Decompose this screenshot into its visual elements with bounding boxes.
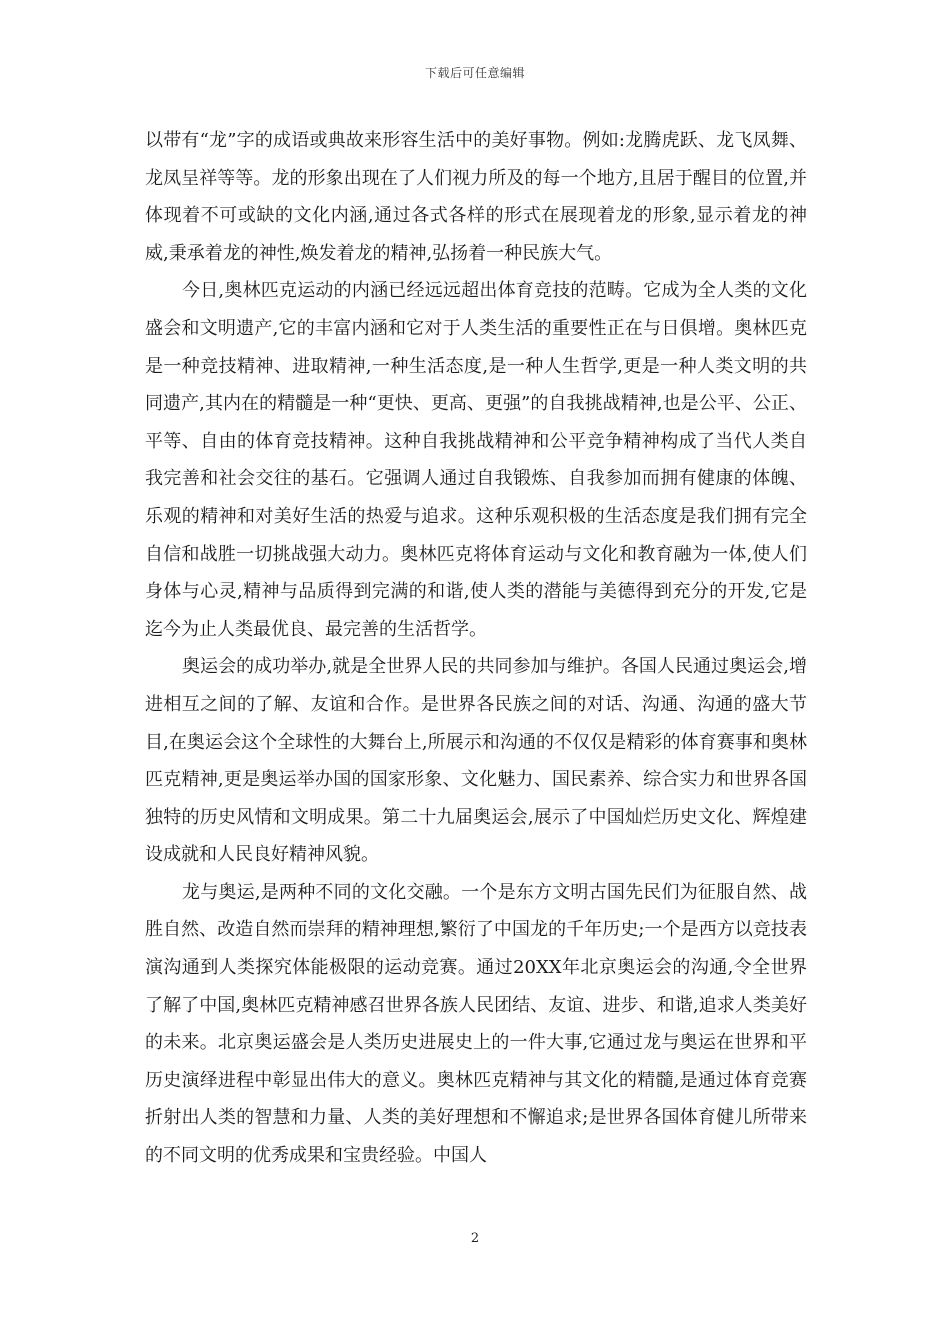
paragraph-dragon-and-olympics: 龙与奥运,是两种不同的文化交融。一个是东方文明古国先民们为征服自然、战胜自然、改造自然而崇拜的精神理想,繁衍了中国龙的千年历史;一个是西方以竞技表演沟通到人类探究体能极限的运动竞赛。通过20XX年北京奥运会的沟通,令全世界了解了中国,奥林匹克精神感召世界各族人民团结、友谊、进步、和谐,追求人类美好的未来。北京奥运盛会是人类历史进展史上的一件大事,它通过龙与奥运在世界和平历史演绎进程中彰显出伟大的意义。奥林匹克精神与其文化的精髓,是通过体育竞赛折射出人类的智慧和力量、人类的美好理想和不懈追求;是世界各国体育健儿所带来的不同文明的优秀成果和宝贵经验。中国人 [145, 881, 807, 1167]
paragraph-continuation: 以带有“龙”字的成语或典故来形容生活中的美好事物。例如:龙腾虎跃、龙飞凤舞、龙凤呈祥等等。龙的形象出现在了人们视力所及的每一个地方,且居于醒目的位置,并体现着不可或缺的文化内涵,通过各式各样的形式在展现着龙的形象,显示着龙的神威,秉承着龙的神性,焕发着龙的精神,弘扬着一种民族大气。 [145, 130, 807, 264]
page-header: 下载后可任意编辑 [424, 66, 525, 80]
page-number: 2 [470, 1231, 480, 1246]
paragraph-olympic-hosting: 奥运会的成功举办,就是全世界人民的共同参加与维护。各国人民通过奥运会,增进相互之间的了解、友谊和合作。是世界各民族之间的对话、沟通、沟通的盛大节目,在奥运会这个全球性的大舞台上,所展示和沟通的不仅仅是精彩的体育赛事和奥林匹克精神,更是奥运举办国的国家形象、文化魅力、国民素养、综合实力和世界各国独特的历史风情和文明成果。第二十九届奥运会,展示了中国灿烂历史文化、辉煌建设成就和人民良好精神风貌。 [145, 656, 807, 866]
document-body [145, 122, 807, 1175]
paragraph-olympic-meaning: 今日,奥林匹克运动的内涵已经远远超出体育竞技的范畴。它成为全人类的文化盛会和文明遗产,它的丰富内涵和它对于人类生活的重要性正在与日俱增。奥林匹克是一种竞技精神、进取精神,一种生活态度,是一种人生哲学,更是一种人类文明的共同遗产,其内在的精髓是一种“更快、更高、更强”的自我挑战精神,也是公平、公正、平等、自由的体育竞技精神。这种自我挑战精神和公平竞争精神构成了当代人类自我完善和社会交往的基石。它强调人通过自我锻炼、自我参加而拥有健康的体魄、乐观的精神和对美好生活的热爱与追求。这种乐观积极的生活态度是我们拥有完全自信和战胜一切挑战强大动力。奥林匹克将体育运动与文化和教育融为一体,使人们身体与心灵,精神与品质得到完满的和谐,使人类的潜能与美德得到充分的开发,它是迄今为止人类最优良、最完善的生活哲学。 [145, 280, 807, 640]
